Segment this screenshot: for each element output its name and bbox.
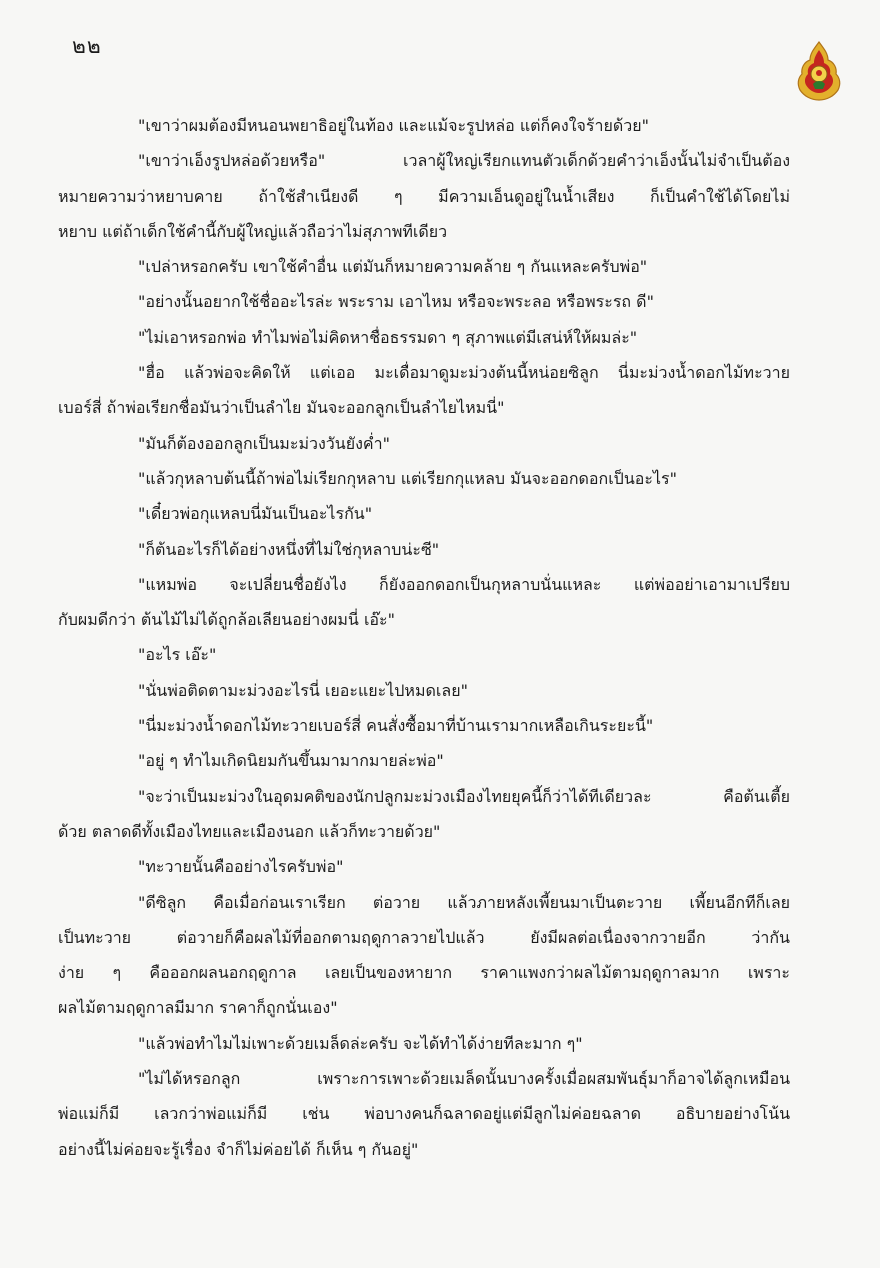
text-line: "ไม่ได้หรอกลูก เพราะการเพาะด้วยเมล็ดนั้นบางครั้งเมื่อผสมพันธุ์มาก็อาจได้ลูกเหมือน [138, 1069, 790, 1089]
text-line: หมายความว่าหยาบคาย ถ้าใช้สำเนียงดี ๆ มีความเอ็นดูอยู่ในน้ำเสียง ก็เป็นคำใช้ได้โดยไม่ [58, 186, 790, 206]
text-line: "แล้วกุหลาบต้นนี้ถ้าพ่อไม่เรียกกุหลาบ แต่เรียกกุแหลบ มันจะออกดอกเป็นอะไร" [138, 468, 677, 488]
text-line: "แหมพ่อ จะเปลี่ยนชื่อยังไง ก็ยังออกดอกเป็นกุหลาบนั่นแหละ แต่พ่ออย่าเอามาเปรียบ [138, 574, 790, 594]
text-line: "เดี๋ยวพ่อกุแหลบนี่มันเป็นอะไรกัน" [138, 504, 373, 524]
text-line: "เขาว่าผมต้องมีหนอนพยาธิอยู่ในท้อง และแม้จะรูปหล่อ แต่ก็คงใจร้ายด้วย" [138, 116, 649, 135]
text-line: ผลไม้ตามฤดูกาลมีมาก ราคาก็ถูกนั่นเอง" [58, 998, 338, 1018]
text-line: "ทะวายนั้นคืออย่างไรครับพ่อ" [138, 857, 344, 877]
text-line: "ก็ต้นอะไรก็ได้อย่างหนึ่งที่ไม่ใช่กุหลาบน่ะซี" [138, 539, 440, 559]
text-line: "แล้วพ่อทำไมไม่เพาะด้วยเมล็ดล่ะครับ จะได้ทำได้ง่ายทีละมาก ๆ" [138, 1033, 583, 1053]
text-line: เบอร์สี่ ถ้าพ่อเรียกชื่อมันว่าเป็นลำไย มันจะออกลูกเป็นลำไยไหมนี่" [58, 398, 505, 418]
text-line: "จะว่าเป็นมะม่วงในอุดมคติของนักปลูกมะม่วงเมืองไทยยุคนี้ก็ว่าได้ทีเดียวละ คือต้นเตี้ย [138, 786, 790, 806]
text-line: "นี่มะม่วงน้ำดอกไม้ทะวายเบอร์สี่ คนสั่งซื้อมาที่บ้านเรามากเหลือเกินระยะนี้" [138, 716, 654, 736]
text-line: "ดีซิลูก คือเมื่อก่อนเราเรียก ต่อวาย แล้วภายหลังเพี้ยนมาเป็นตะวาย เพี้ยนอีกทีก็เลย [138, 892, 790, 912]
text-line: "เปล่าหรอกครับ เขาใช้คำอื่น แต่มันก็หมายความคล้าย ๆ กันแหละครับพ่อ" [138, 257, 648, 277]
text-line: หยาบ แต่ถ้าเด็กใช้คำนี้กับผู้ใหญ่แล้วถือว่าไม่สุภาพทีเดียว [58, 221, 448, 241]
document-body [58, 108, 790, 1167]
page-number: ๒๒ [72, 34, 102, 58]
thai-government-garuda-emblem-icon [794, 40, 844, 102]
text-line: "ฮื่อ แล้วพ่อจะคิดให้ แต่เออ มะเดื่อมาดูมะม่วงต้นนี้หน่อยซิลูก นี่มะม่วงน้ำดอกไม้ทะวาย [138, 363, 790, 383]
text-line: "อยู่ ๆ ทำไมเกิดนิยมกันขึ้นมามากมายล่ะพ่อ" [138, 751, 444, 771]
text-line: พ่อแม่ก็มี เลวกว่าพ่อแม่ก็มี เช่น พ่อบางคนก็ฉลาดอยู่แต่มีลูกไม่ค่อยฉลาด อธิบายอย่างโน้น [58, 1104, 790, 1124]
text-line: เป็นทะวาย ต่อวายก็คือผลไม้ที่ออกตามฤดูกาลวายไปแล้ว ยังมีผลต่อเนื่องจากวายอีก ว่ากัน [58, 927, 790, 947]
text-line: อย่างนี้ไม่ค่อยจะรู้เรื่อง จำก็ไม่ค่อยได้ ก็เห็น ๆ กันอยู่" [58, 1139, 419, 1159]
text-line: "นั่นพ่อติดตามะม่วงอะไรนี่ เยอะแยะไปหมดเลย" [138, 680, 468, 700]
text-line: ง่าย ๆ คือออกผลนอกฤดูกาล เลยเป็นของหายาก ราคาแพงกว่าผลไม้ตามฤดูกาลมาก เพราะ [58, 963, 790, 983]
text-line: "ไม่เอาหรอกพ่อ ทำไมพ่อไม่คิดหาชื่อธรรมดา ๆ สุภาพแต่มีเสน่ห์ให้ผมล่ะ" [138, 327, 638, 347]
text-line: "เขาว่าเอ็งรูปหล่อด้วยหรือ" เวลาผู้ใหญ่เรียกแทนตัวเด็กด้วยคำว่าเอ็งนั้นไม่จำเป็นต้อง [138, 151, 790, 171]
text-line: "อะไร เอ๊ะ" [138, 645, 217, 665]
text-line: "อย่างนั้นอยากใช้ชื่ออะไรล่ะ พระราม เอาไหม หรือจะพระลอ หรือพระรถ ดี" [138, 292, 654, 312]
text-line: "มันก็ต้องออกลูกเป็นมะม่วงวันยังค่ำ" [138, 433, 390, 453]
text-line: ด้วย ตลาดดีทั้งเมืองไทยและเมืองนอก แล้วก็ทะวายด้วย" [58, 821, 441, 841]
text-line: กับผมดีกว่า ต้นไม้ไม่ได้ถูกล้อเลียนอย่างผมนี่ เอ๊ะ" [58, 610, 395, 630]
